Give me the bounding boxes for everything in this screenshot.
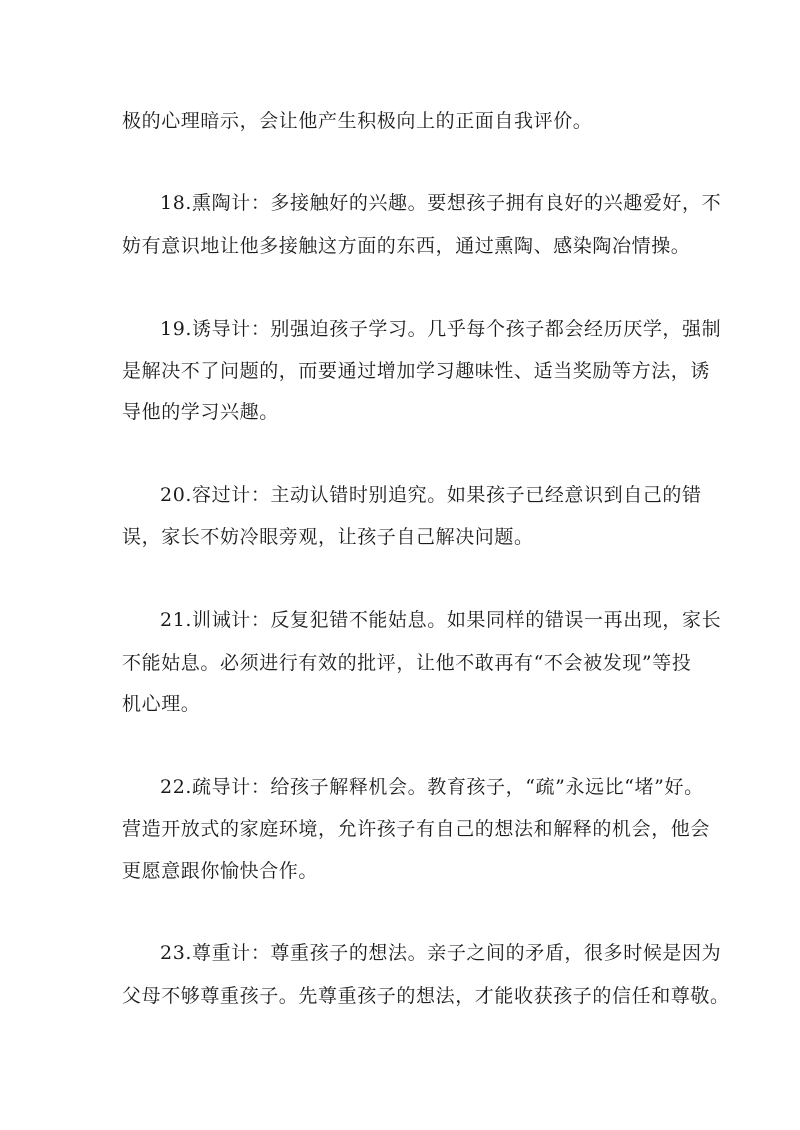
item-19-line-1: 19.诱导计：别强迫孩子学习。几乎每个孩子都会经历厌学，强制	[160, 318, 722, 340]
item-22-line-1: 22.疏导计：给孩子解释机会。教育孩子，“疏”永远比“堵”好。	[160, 776, 704, 798]
item-23-line-1: 23.尊重计：尊重孩子的想法。亲子之间的矛盾，很多时候是因为	[160, 942, 722, 964]
item-21-line-1: 21.训诫计：反复犯错不能姑息。如果同样的错误一再出现，家长	[160, 609, 722, 631]
item-20-line-1: 20.容过计：主动认错时别追究。如果孩子已经意识到自己的错	[160, 484, 702, 506]
item-19-line-2: 是解决不了问题的，而要通过增加学习趣味性、适当奖励等方法，诱	[122, 360, 711, 382]
item-21-line-2: 不能姑息。必须进行有效的批评，让他不敢再有“不会被发现”等投	[122, 652, 692, 674]
item-18-line-1: 18.熏陶计：多接触好的兴趣。要想孩子拥有良好的兴趣爱好，不	[160, 192, 722, 214]
item-22-line-3: 更愿意跟你愉快合作。	[122, 860, 319, 882]
item-20-line-2: 误，家长不妨冷眼旁观，让孩子自己解决问题。	[122, 526, 534, 548]
item-19-line-3: 导他的学习兴趣。	[122, 401, 279, 423]
item-18-line-2: 妨有意识地让他多接触这方面的东西，通过熏陶、感染陶冶情操。	[122, 235, 691, 257]
item-23-line-2: 父母不够尊重孩子。先尊重孩子的想法，才能收获孩子的信任和尊敬。	[122, 985, 730, 1007]
intro-line: 极的心理暗示，会让他产生积极向上的正面自我评价。	[122, 110, 593, 132]
item-22-line-2: 营造开放式的家庭环境，允许孩子有自己的想法和解释的机会，他会	[122, 818, 711, 840]
item-21-line-3: 机心理。	[122, 693, 201, 715]
